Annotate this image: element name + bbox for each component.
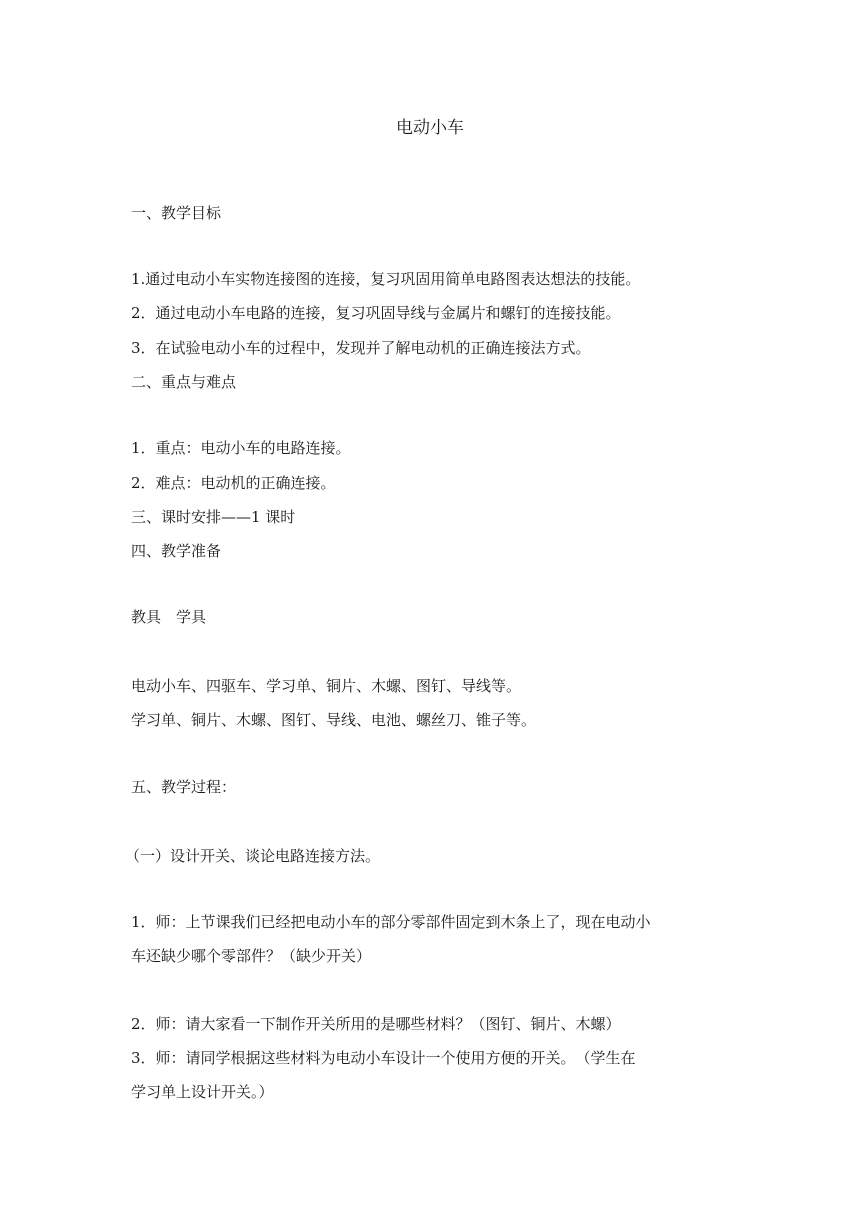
subsection-heading-1: （一）设计开关、谈论电路连接方法。 bbox=[125, 847, 381, 865]
paragraph-3-line-2: 学习单上设计开关。） bbox=[131, 1083, 274, 1101]
goal-item-3: 3．在试验电动小车的过程中，发现并了解电动机的正确连接法方式。 bbox=[131, 339, 591, 357]
goal-item-2: 2．通过电动小车电路的连接，复习巩固导线与金属片和螺钉的连接技能。 bbox=[131, 304, 621, 322]
preparation-item-student: 学习单、铜片、木螺、图钉、导线、电池、螺丝刀、锥子等。 bbox=[131, 711, 537, 729]
paragraph-2: 2．师：请大家看一下制作开关所用的是哪些材料？（图钉、铜片、木螺） bbox=[131, 1015, 621, 1033]
section-heading-goals: 一、教学目标 bbox=[131, 204, 222, 222]
key-point-item-2: 2．难点：电动机的正确连接。 bbox=[131, 474, 336, 492]
paragraph-1-line-1: 1．师：上节课我们已经把电动小车的部分零部件固定到木条上了，现在电动小 bbox=[131, 913, 651, 931]
section-heading-key-points: 二、重点与难点 bbox=[131, 373, 237, 391]
preparation-header: 教具 学具 bbox=[131, 608, 207, 626]
section-heading-preparation: 四、教学准备 bbox=[131, 542, 222, 560]
key-point-item-1: 1．重点：电动小车的电路连接。 bbox=[131, 439, 351, 457]
paragraph-1-line-2: 车还缺少哪个零部件？（缺少开关） bbox=[131, 947, 372, 965]
preparation-item-teacher: 电动小车、四驱车、学习单、铜片、木螺、图钉、导线等。 bbox=[131, 677, 522, 695]
paragraph-3-line-1: 3．师：请同学根据这些材料为电动小车设计一个使用方便的开关。 （学生在 bbox=[131, 1049, 636, 1067]
goal-item-1: 1.通过电动小车实物连接图的连接，复习巩固用简单电路图表达想法的技能。 bbox=[131, 270, 641, 288]
section-heading-process: 五、教学过程： bbox=[131, 778, 237, 796]
document-title: 电动小车 bbox=[396, 118, 464, 138]
section-heading-schedule: 三、课时安排——1 课时 bbox=[131, 508, 296, 526]
